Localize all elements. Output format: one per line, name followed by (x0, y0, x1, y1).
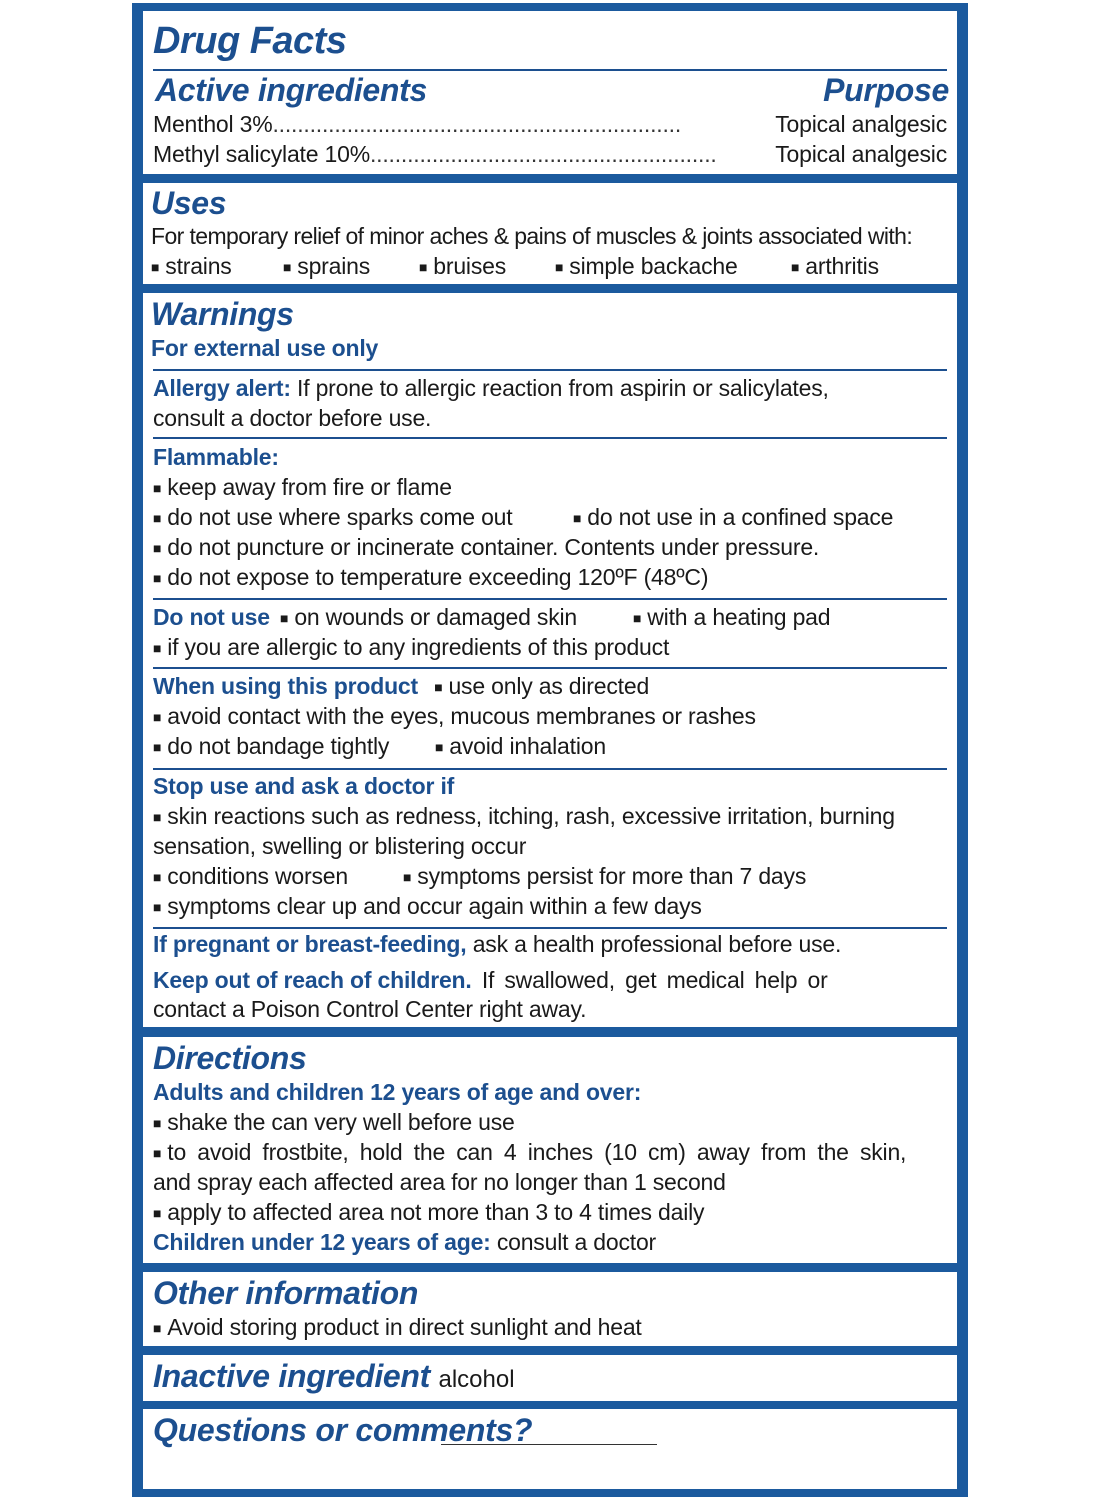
divider (153, 369, 947, 371)
adults-label: Adults and children 12 years of age and over: (153, 1079, 642, 1105)
questions-box (143, 1409, 957, 1489)
pregnant-note (153, 929, 947, 959)
ingredient-purpose: Topical analgesic (775, 111, 947, 137)
do-not-use-item: ■ if you are allergic to any ingredients of this product (153, 632, 947, 665)
when-using-item: ■ avoid contact with the eyes, mucous membranes or rashes (153, 701, 947, 734)
stop-use-item: ■ symptoms clear up and occur again within a few days (153, 891, 947, 924)
when-using-item: ■ use only as directed (434, 673, 649, 699)
directions-heading: Directions (153, 1040, 307, 1076)
stop-use-item: ■ skin reactions such as redness, itching, rash, excessive irritation, burning (153, 801, 947, 834)
inactive-ingredient-heading: Inactive ingredient (153, 1358, 431, 1394)
keep-out-text-2: contact a Poison Control Center right away. (153, 996, 587, 1022)
uses-box (143, 183, 957, 284)
drug-facts-title: Drug Facts (153, 20, 347, 62)
allergy-label: Allergy alert: (153, 375, 291, 401)
external-use-note: For external use only (151, 335, 379, 361)
flammable-item: ■ do not use in a confined space (573, 502, 893, 535)
allergy-alert (153, 373, 947, 403)
directions-item: ■ to avoid frostbite, hold the can 4 inches (10 cm) away from the skin, (153, 1137, 947, 1170)
allergy-text: If prone to allergic reaction from aspirin or salicylates, (297, 375, 829, 401)
directions-item: ■ apply to affected area not more than 3 to 4 times daily (153, 1197, 947, 1230)
stop-use-item: ■ symptoms persist for more than 7 days (403, 861, 806, 894)
uses-text: For temporary relief of minor aches & pains of muscles & joints associated with: (151, 223, 913, 249)
ingredient-row (153, 139, 947, 169)
flammable-item: ■ keep away from fire or flame (153, 472, 947, 505)
drug-facts-panel (132, 3, 968, 1497)
when-using-label: When using this product (153, 673, 418, 699)
keep-out-text: If swallowed, get medical help or (481, 967, 828, 993)
stop-use-item: ■ conditions worsen (153, 861, 348, 894)
flammable-item: ■ do not expose to temperature exceeding 120ºF (48ºC) (153, 562, 947, 595)
flammable-label: Flammable: (153, 444, 279, 470)
ingredient-purpose: Topical analgesic (775, 141, 947, 167)
do-not-use-label: Do not use (153, 604, 270, 630)
warnings-heading: Warnings (151, 296, 294, 332)
pregnant-text: ask a health professional before use. (472, 931, 842, 957)
ingredient-name: Methyl salicylate 10% (153, 141, 370, 167)
inactive-ingredient-line (153, 1359, 515, 1394)
divider (153, 768, 947, 770)
flammable-item: ■ do not puncture or incinerate container. Contents under pressure. (153, 532, 947, 565)
when-using-item: ■ do not bandage tightly (153, 731, 389, 764)
active-ingredients-box (143, 11, 957, 174)
divider (153, 667, 947, 669)
children-note (153, 1227, 947, 1257)
directions-item: ■ shake the can very well before use (153, 1107, 947, 1140)
when-using-item: ■ avoid inhalation (435, 731, 606, 764)
ingredient-name: Menthol 3% (153, 111, 273, 137)
uses-item: ■ sprains (283, 251, 370, 284)
active-ingredients-heading: Active ingredients (155, 72, 428, 108)
allergy-text-2: consult a doctor before use. (153, 405, 432, 431)
title-rule (153, 69, 947, 71)
do-not-use-row (153, 602, 947, 635)
directions-box (143, 1037, 957, 1263)
uses-item: ■ arthritis (791, 251, 879, 284)
divider (153, 437, 947, 439)
divider (153, 598, 947, 600)
directions-item-continued: and spray each affected area for no longer than 1 second (153, 1169, 726, 1195)
questions-heading: Questions or comments? (153, 1412, 533, 1448)
stop-use-label: Stop use and ask a doctor if (153, 773, 455, 799)
children-label: Children under 12 years of age: (153, 1229, 491, 1255)
uses-item: ■ simple backache (555, 251, 738, 284)
other-information-item: ■ Avoid storing product in direct sunlight and heat (153, 1312, 947, 1345)
uses-heading: Uses (151, 185, 227, 221)
uses-item: ■ strains (151, 251, 232, 284)
uses-item: ■ bruises (419, 251, 506, 284)
pregnant-label: If pregnant or breast-feeding, (153, 931, 467, 957)
dot-leader: ........................................................ (369, 141, 717, 167)
dot-leader: .................................................................. (272, 111, 682, 137)
keep-out-label: Keep out of reach of children. (153, 967, 472, 993)
purpose-heading: Purpose (823, 72, 949, 108)
other-information-box (143, 1272, 957, 1346)
children-text: consult a doctor (496, 1229, 656, 1255)
when-using-row (153, 671, 947, 704)
keep-out-note (153, 965, 947, 995)
questions-underline (441, 1444, 657, 1445)
do-not-use-item: ■ on wounds or damaged skin (280, 604, 577, 630)
stop-use-item-continued: sensation, swelling or blistering occur (153, 833, 527, 859)
ingredient-row (153, 109, 947, 139)
inactive-ingredient-box (143, 1355, 957, 1401)
other-information-heading: Other information (153, 1275, 419, 1311)
warnings-box (143, 293, 957, 1027)
do-not-use-item: ■ with a heating pad (633, 602, 830, 635)
flammable-item: ■ do not use where sparks come out (153, 502, 512, 535)
inactive-ingredient-text: alcohol (438, 1366, 515, 1393)
